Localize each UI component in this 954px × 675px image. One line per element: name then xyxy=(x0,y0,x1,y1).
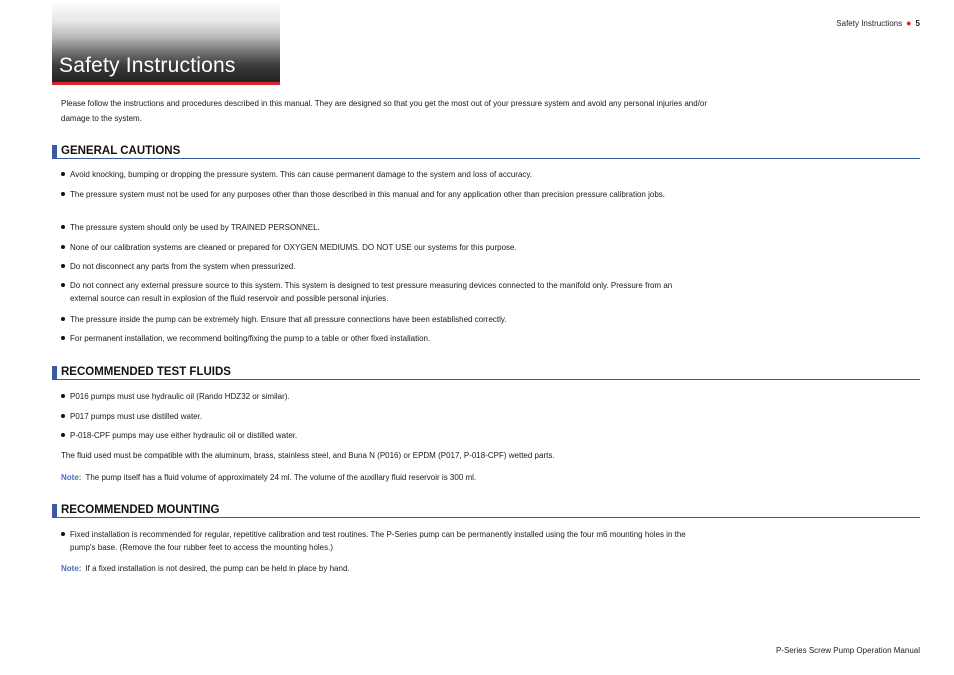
list-item: P017 pumps must use distilled water. xyxy=(61,410,202,423)
section-heading: RECOMMENDED MOUNTING xyxy=(61,504,220,516)
list-item: The pressure inside the pump can be extremely high. Ensure that all pressure connections have been established correctly. xyxy=(61,313,507,326)
section-marker xyxy=(52,366,57,379)
page-header xyxy=(836,19,920,28)
intro-paragraph: Please follow the instructions and procedures described in this manual. They are designed so that you get the most out of your pressure system and avoid any personal injuries and/or damage to the system. xyxy=(61,99,707,123)
list-item: The pressure system should only be used by TRAINED PERSONNEL. xyxy=(61,221,320,234)
list-item: Fixed installation is recommended for regular, repetitive calibration and test routines. The P-Series pump can be permanently installed using the four m6 mounting holes in the pump's base. (Remove the four rubber feet to access the mounting holes.) xyxy=(61,528,690,554)
note-label: Note: xyxy=(61,564,82,573)
list-item: The pressure system must not be used for any purposes other than those described in this manual and for any application other than precision pressure calibration jobs. xyxy=(61,188,690,201)
note-text: The pump itself has a fluid volume of approximately 24 ml. The volume of the auxillary fluid reservoir is 300 ml. xyxy=(85,473,477,482)
note-text: If a fixed installation is not desired, the pump can be held in place by hand. xyxy=(85,564,350,573)
bullet-dot-icon: ● xyxy=(906,18,912,28)
note-label: Note: xyxy=(61,473,82,482)
section-marker xyxy=(52,145,57,158)
list-item: Do not disconnect any parts from the system when pressurized. xyxy=(61,260,295,273)
list-item: P-018-CPF pumps may use either hydraulic oil or distilled water. xyxy=(61,429,297,442)
section-heading: RECOMMENDED TEST FLUIDS xyxy=(61,366,231,378)
page-footer: P-Series Screw Pump Operation Manual xyxy=(775,646,920,655)
section-header-test-fluids xyxy=(52,365,920,380)
list-item: P016 pumps must use hydraulic oil (Rando HDZ32 or similar). xyxy=(61,390,290,403)
fluid-compatibility-paragraph: The fluid used must be compatible with the aluminum, brass, stainless steel, and Buna N (P016) or EPDM (P017, P-018-CPF) wetted parts. xyxy=(61,451,555,460)
title-banner xyxy=(52,0,280,85)
page-number: 5 xyxy=(915,19,920,28)
section-header-mounting xyxy=(52,503,920,518)
section-heading: GENERAL CAUTIONS xyxy=(61,145,181,157)
mounting-note xyxy=(61,562,761,575)
header-section-title: Safety Instructions xyxy=(836,19,903,28)
list-item: Do not connect any external pressure source to this system. This system is designed to test pressure measuring devices connected to the manifold only. Pressure from an external source can result in explosion of the fluid reservoir and possible personal injuries. xyxy=(61,279,690,305)
list-item: For permanent installation, we recommend bolting/fixing the pump to a table or other fixed installation. xyxy=(61,332,430,345)
list-item: None of our calibration systems are cleaned or prepared for OXYGEN MEDIUMS. DO NOT USE our systems for this purpose. xyxy=(61,241,517,254)
list-item: Avoid knocking, bumping or dropping the pressure system. This can cause permanent damage to the system and loss of accuracy. xyxy=(61,168,532,181)
section-header-general-cautions xyxy=(52,144,920,159)
page-title: Safety Instructions xyxy=(59,54,236,77)
section-marker xyxy=(52,504,57,517)
fluid-note xyxy=(61,471,761,484)
